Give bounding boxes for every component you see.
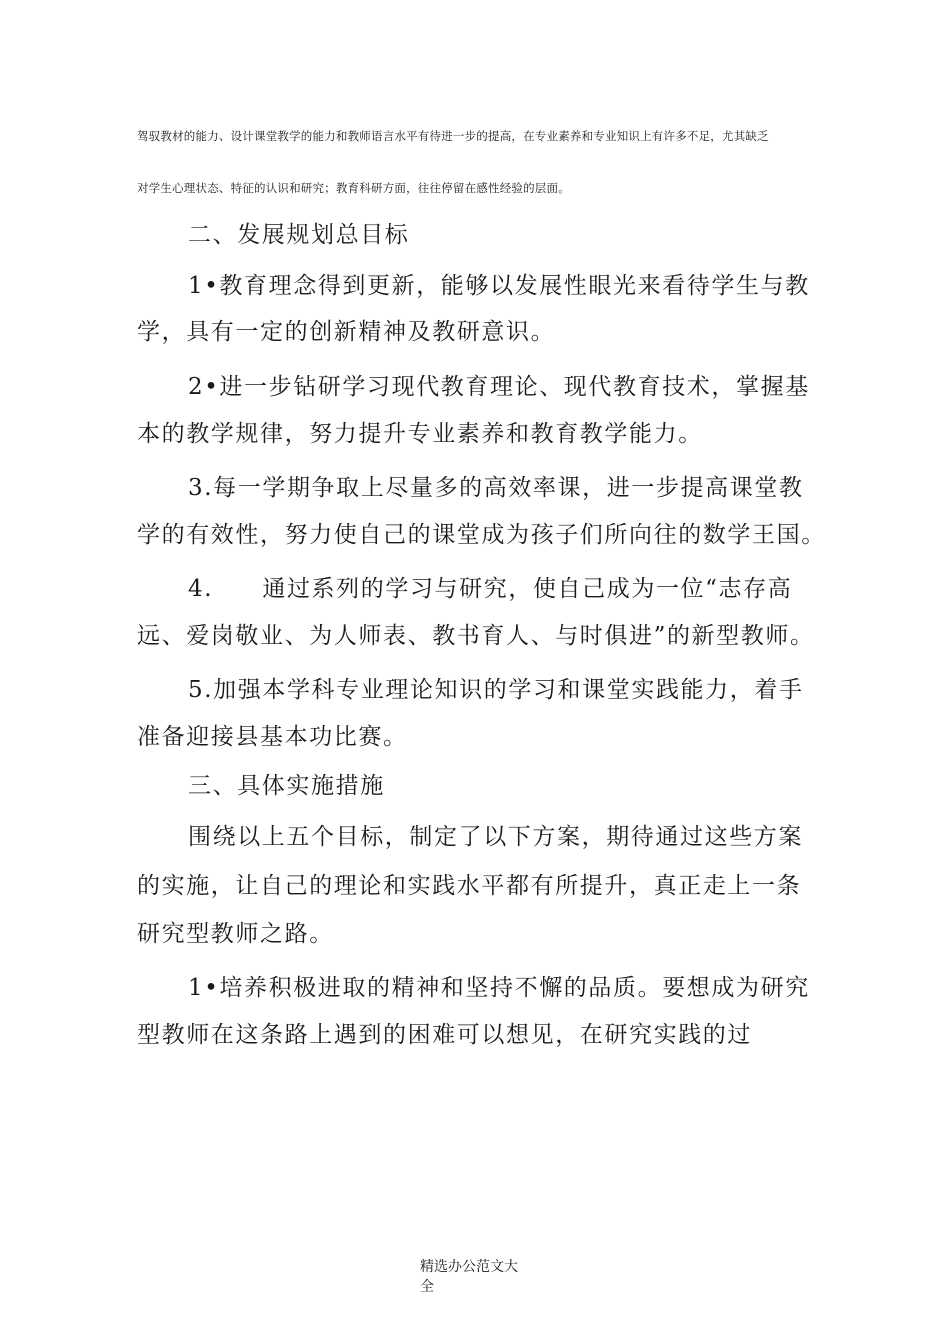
measures-intro-line-3: 研究型教师之路。: [137, 921, 334, 947]
goal-1-line-1: 1•教育理念得到更新，能够以发展性眼光来看待学生与教: [188, 273, 810, 299]
goal-2-line-2: 本的教学规律，努力提升专业素养和教育教学能力。: [137, 421, 703, 447]
goal-3-line-2: 学的有效性，努力使自己的课堂成为孩子们所向往的数学王国。: [137, 522, 826, 548]
measures-intro-line-2: 的实施，让自己的理论和实践水平都有所提升，真正走上一条: [137, 873, 802, 899]
intro-line-1: 驾驭教材的能力、设计课堂教学的能力和教师语言水平有待进一步的提高，在专业素养和专业知识上有许多不足，尤其缺乏: [137, 129, 769, 143]
goal-1-line-2: 学，具有一定的创新精神及教研意识。: [137, 319, 556, 345]
section-heading-goals: 二、发展规划总目标: [188, 222, 410, 248]
measures-intro-line-1: 围绕以上五个目标，制定了以下方案，期待通过这些方案: [188, 824, 803, 850]
goal-5-line-2: 准备迎接县基本功比赛。: [137, 724, 408, 750]
goal-3-line-1: 3.每一学期争取上尽量多的高效率课，进一步提高课堂教: [188, 475, 804, 501]
footer-line-2: 全: [420, 1279, 434, 1295]
section-heading-measures: 三、具体实施措施: [188, 773, 385, 799]
goal-2-line-1: 2•进一步钻研学习现代教育理论、现代教育技术，掌握基: [188, 374, 810, 400]
intro-line-2: 对学生心理状态、特征的认识和研究；教育科研方面，往往停留在感性经验的层面。: [137, 181, 570, 195]
goal-4-line-2: 远、爱岗敬业、为人师表、教书育人、与时俱进”的新型教师。: [137, 623, 815, 649]
measure-1-line-1: 1•培养积极进取的精神和坚持不懈的品质。要想成为研究: [188, 975, 810, 1001]
footer-line-1: 精选办公范文大: [420, 1259, 518, 1275]
measure-1-line-2: 型教师在这条路上遇到的困难可以想见，在研究实践的过: [137, 1022, 752, 1048]
goal-4-line-1: 4. 通过系列的学习与研究，使自己成为一位“志存高: [188, 576, 793, 602]
goal-5-line-1: 5.加强本学科专业理论知识的学习和课堂实践能力，着手: [188, 677, 804, 703]
